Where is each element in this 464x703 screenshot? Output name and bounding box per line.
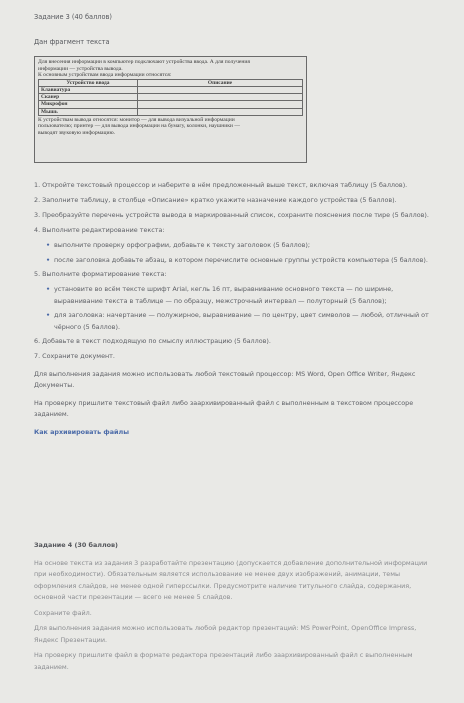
step-item: 2. Заполните таблицу, в столбце «Описание» кратко укажите назначение каждого устройства (5 баллов). (34, 196, 397, 204)
archive-files-link[interactable]: Как архивировать файлы (34, 427, 129, 436)
fragment-intro-line: Для внесения информации в компьютер подключают устройства ввода. А для получения (38, 59, 250, 65)
bullet-item: • после заголовка добавьте абзац, в котором перечислите основные группы устройств компьютера (5 баллов). (46, 255, 434, 267)
step-item: 1. Откройте текстовый процессор и наберите в нём предложенный выше текст, включая таблицу (5 баллов). (34, 181, 408, 189)
devices-table (38, 79, 303, 116)
task4-title: Задание 4 (30 баллов) (34, 541, 118, 549)
table-header: Устройство ввода (39, 79, 138, 86)
bullet-icon: • (46, 285, 51, 293)
table-cell: Микрофон (39, 101, 138, 108)
fragment-outro-line: пользователю; принтер — для вывода информации на бумагу, колонки, наушники — (38, 123, 240, 130)
task3-instructions (34, 180, 434, 442)
task3-title: Задание 3 (40 баллов) (34, 13, 112, 21)
text-fragment-image (34, 56, 307, 163)
note-paragraph: На проверку пришлите текстовый файл либо заархивированный файл с выполненным в текстовом процессоре заданием. (34, 398, 414, 418)
bullet-icon: • (46, 255, 51, 264)
bullet-item: • для заголовка: начертание — полужирное, выравнивание — по центру, цвет символов — любой, отличный от чёрного (5 баллов). (46, 311, 429, 331)
table-cell: Сканер (39, 94, 138, 101)
step-item: 4. Выполните редактирование текста: (34, 226, 165, 234)
fragment-outro-line: К устройствам вывода относятся: монитор — для вывода визуальной информации (38, 116, 235, 123)
table-header: Описание (138, 79, 303, 86)
fragment-intro-line: информации — устройства вывода. (38, 65, 123, 72)
step-item: 3. Преобразуйте перечень устройств вывода в маркированный список, сохраните пояснения после тире (5 баллов). (34, 211, 429, 219)
task4-note: На проверку пришлите файл в формате редактора презентаций либо заархивированный файл с выполненным заданием. (34, 651, 413, 671)
fragment-outro-line: выводят звуковую информацию. (38, 129, 116, 136)
bullet-item: • выполните проверку орфографии, добавьте к тексту заголовок (5 баллов); (46, 240, 434, 252)
task4-section (34, 540, 434, 677)
task4-note: Для выполнения задания можно использовать любой редактор презентаций: MS PowerPoint, OpenOffice Impress, Яндекс Презентации. (34, 624, 417, 644)
bullet-item: • установите во всём тексте шрифт Arial, кегль 16 пт, выравнивание основного текста — по ширине, выравнивание текста в таблице — по образцу, межстрочный интервал — полуторный (5 баллов); (46, 285, 394, 305)
step-item: 6. Добавьте в текст подходящую по смыслу иллюстрацию (5 баллов). (34, 337, 271, 345)
bullet-icon: • (46, 241, 51, 249)
step-item: 5. Выполните форматирование текста: (34, 270, 167, 278)
table-cell: Мышь (39, 108, 138, 115)
task3-given-label: Дан фрагмент текста (34, 38, 110, 46)
bullet-icon: • (46, 311, 51, 319)
step-item: 7. Сохраните документ. (34, 352, 115, 360)
table-cell: Клавиатура (39, 86, 138, 93)
task4-save: Сохраните файл. (34, 608, 92, 617)
task4-text: На основе текста из задания 3 разработайте презентацию (допускается добавление дополнительной информации при необходимости). Обязательным является использование не менее двух изображений, анимации, темы оформления слайдов, не менее одной гиперссылки. Предусмотрите наличие титульного слайда, содержания, основной части презентации — всего не менее 5 слайдов. (34, 558, 428, 601)
fragment-intro-line: К основным устройствам ввода информации относятся: (38, 72, 172, 79)
note-paragraph: Для выполнения задания можно использовать любой текстовый процессор: MS Word, Open Office Writer, Яндекс Документы. (34, 369, 416, 389)
